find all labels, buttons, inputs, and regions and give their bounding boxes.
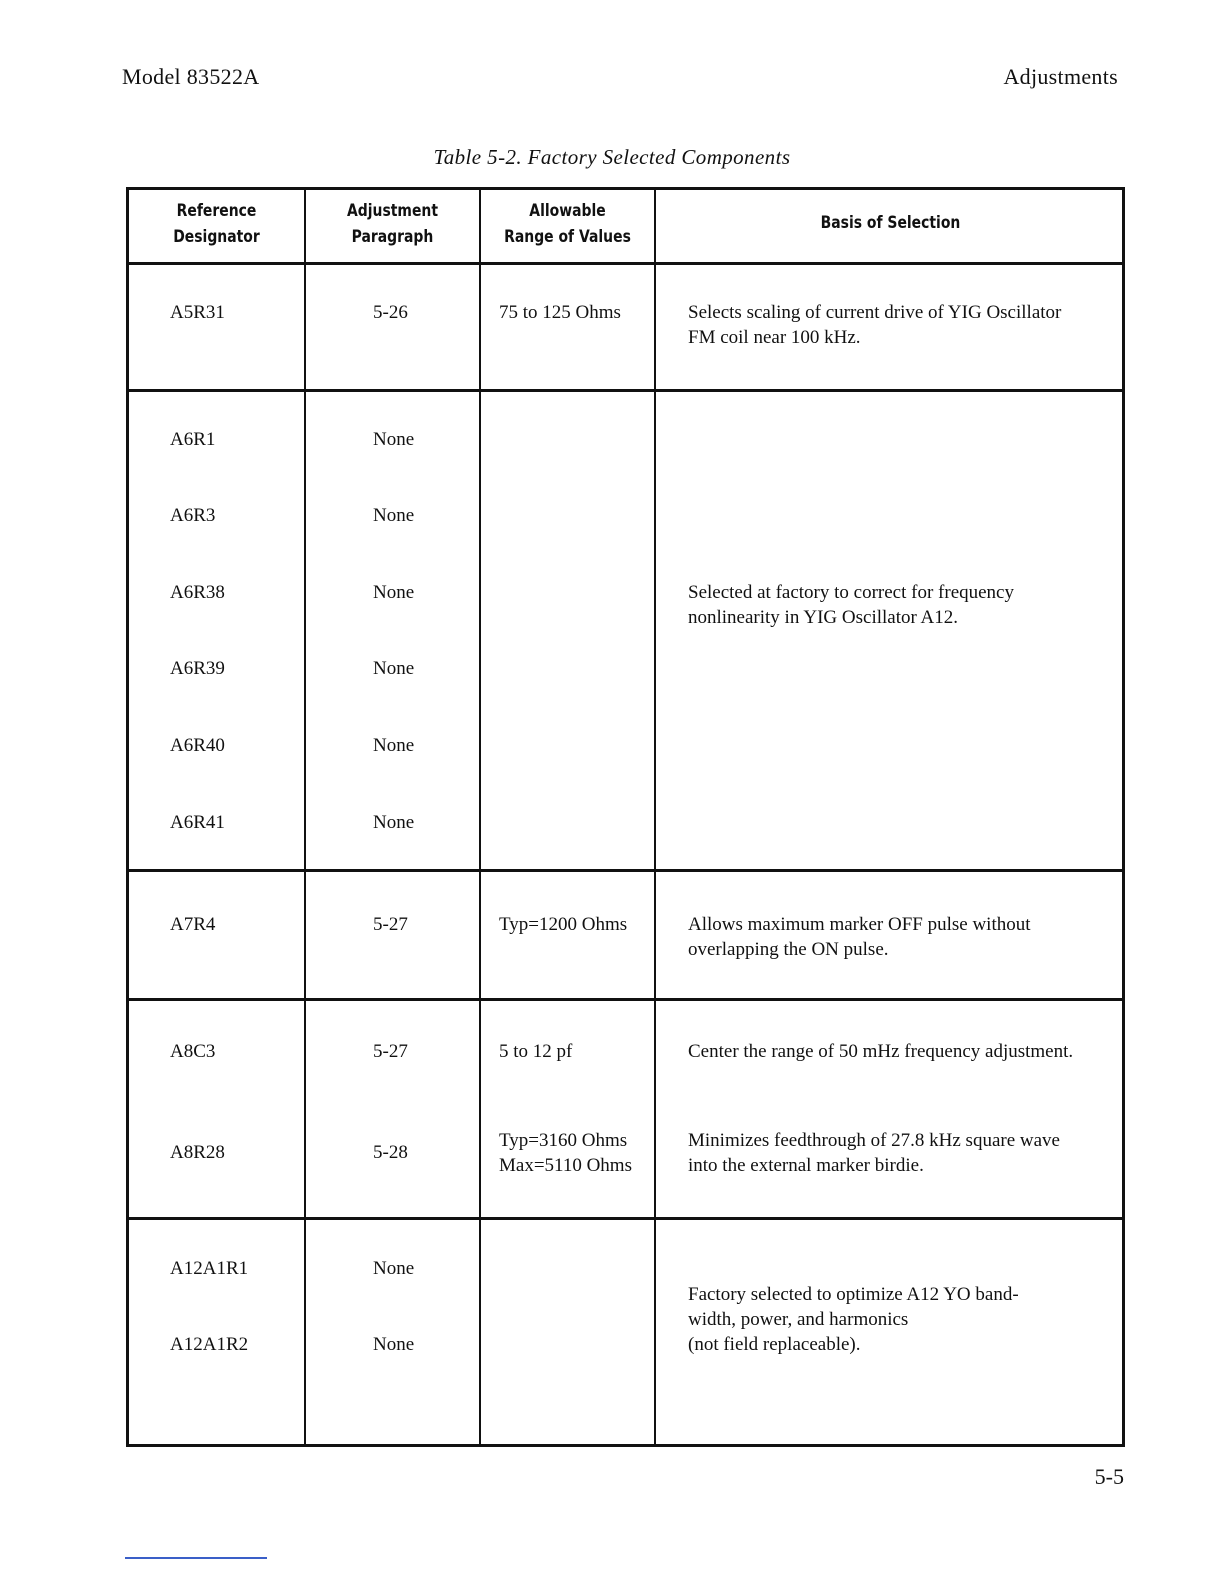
header-adjustment-paragraph: Adjustment Paragraph (346, 201, 438, 247)
adjustment-paragraph: None (373, 812, 415, 833)
basis-of-selection: Center the range of 50 mHz frequency adjustment. (688, 1041, 1074, 1062)
ref-designator: A12A1R1 (170, 1258, 249, 1279)
adjustment-paragraph: None (373, 1334, 415, 1355)
adjustment-paragraph: 5-28 (373, 1142, 408, 1163)
header-basis-of-selection: Basis of Selection (820, 213, 961, 233)
adjustment-paragraph: None (373, 735, 415, 756)
column-divider (479, 190, 481, 1444)
ref-designator: A6R1 (170, 429, 216, 450)
model-header: Model 83522A (122, 64, 260, 89)
adjustment-paragraph: None (373, 1258, 415, 1279)
allowable-range: 5 to 12 pf (499, 1041, 573, 1062)
adjustment-paragraph: None (373, 582, 415, 603)
ref-designator: A7R4 (170, 914, 216, 935)
ref-designator: A12A1R2 (170, 1334, 249, 1355)
ref-designator: A8C3 (170, 1041, 216, 1062)
footer-rule (125, 1557, 267, 1559)
column-divider (654, 190, 656, 1444)
ref-designator: A8R28 (170, 1142, 225, 1163)
ref-designator: A6R39 (170, 658, 225, 679)
basis-of-selection: Selects scaling of current drive of YIG Oscillator FM coil near 100 kHz. (688, 302, 1062, 348)
header-divider (129, 262, 1122, 265)
allowable-range: Typ=3160 Ohms Max=5110 Ohms (499, 1130, 632, 1176)
ref-designator: A6R40 (170, 735, 225, 756)
group-divider (129, 389, 1122, 392)
ref-designator: A6R41 (170, 812, 225, 833)
basis-of-selection: Selected at factory to correct for frequency nonlinearity in YIG Oscillator A12. (688, 582, 1014, 628)
adjustment-paragraph: None (373, 505, 415, 526)
adjustment-paragraph: 5-27 (373, 1041, 408, 1062)
group-divider (129, 869, 1122, 872)
basis-of-selection: Allows maximum marker OFF pulse without overlapping the ON pulse. (688, 914, 1031, 960)
allowable-range: Typ=1200 Ohms (499, 914, 628, 935)
group-divider (129, 998, 1122, 1001)
adjustment-paragraph: 5-26 (373, 302, 408, 323)
ref-designator: A5R31 (170, 302, 225, 323)
section-header: Adjustments (1003, 64, 1118, 89)
header-reference-designator: Reference Designator (173, 201, 260, 247)
group-divider (129, 1217, 1122, 1220)
allowable-range: 75 to 125 Ohms (499, 302, 621, 323)
ref-designator: A6R38 (170, 582, 225, 603)
adjustment-paragraph: None (373, 658, 415, 679)
factory-selected-components-table (126, 187, 1125, 1447)
basis-of-selection: Factory selected to optimize A12 YO band- width, power, and harmonics (not field replaceable). (688, 1284, 1019, 1355)
table-caption: Table 5-2. Factory Selected Components (433, 145, 791, 169)
column-divider (304, 190, 306, 1444)
adjustment-paragraph: None (373, 429, 415, 450)
page-number: 5-5 (1094, 1464, 1124, 1489)
basis-of-selection: Minimizes feedthrough of 27.8 kHz square wave into the external marker birdie. (688, 1130, 1060, 1176)
header-allowable-range: Allowable Range of Values (504, 201, 631, 247)
adjustment-paragraph: 5-27 (373, 914, 408, 935)
ref-designator: A6R3 (170, 505, 216, 526)
